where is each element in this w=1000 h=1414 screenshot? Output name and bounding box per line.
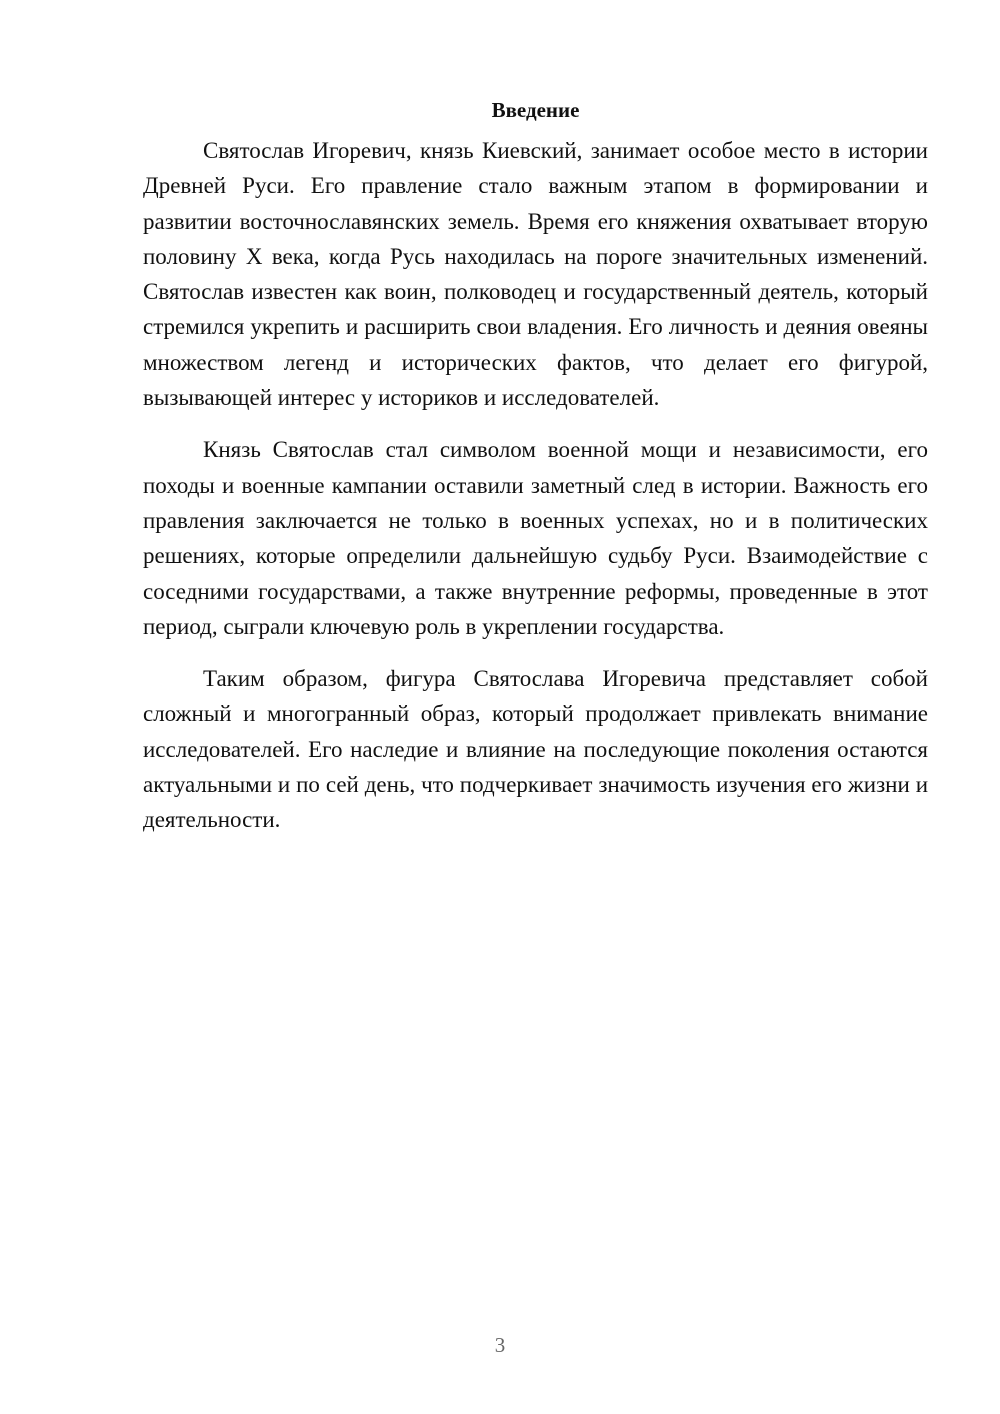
paragraph-3: Таким образом, фигура Святослава Игоревича представляет собой сложный и многогранный образ, который продолжает привлекать внимание исследователей. Его наследие и влияние на последующие поколения остаются актуальными и по сей день, что подчеркивает значимость изучения его жизни и деятельности. <box>143 666 928 833</box>
document-body <box>143 95 928 855</box>
page-number: 3 <box>494 1333 506 1357</box>
paragraph-1: Святослав Игоревич, князь Киевский, занимает особое место в истории Древней Руси. Его правление стало важным этапом в формировании и развитии восточнославянских земель. Время его княжения охватывает вторую половину X века, когда Русь находилась на пороге значительных изменений. Святослав известен как воин, полководец и государственный деятель, который стремился укрепить и расширить свои владения. Его личность и деяния овеяны множеством легенд и исторических фактов, что делает его фигурой, вызывающей интерес у историков и исследователей. <box>143 138 928 411</box>
section-title: Введение <box>491 98 580 122</box>
paragraph-2: Князь Святослав стал символом военной мощи и независимости, его походы и военные кампании оставили заметный след в истории. Важность его правления заключается не только в военных успехах, но и в политических решениях, которые определили дальнейшую судьбу Руси. Взаимодействие с соседними государствами, а также внутренние реформы, проведенные в этот период, сыграли ключевую роль в укреплении государства. <box>143 437 928 639</box>
